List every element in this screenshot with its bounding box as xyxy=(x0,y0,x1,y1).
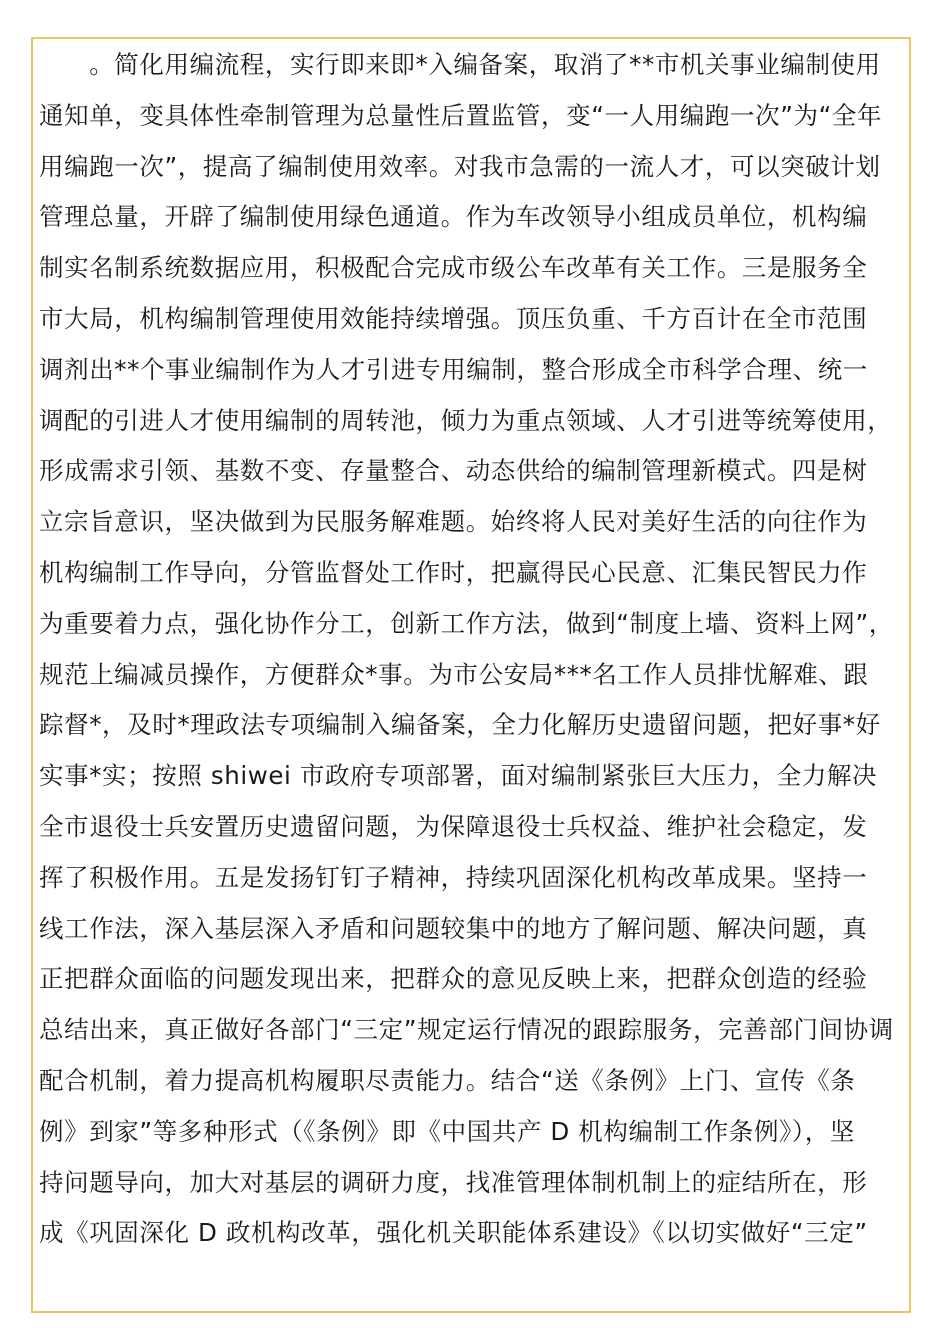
document-body xyxy=(39,40,909,1259)
text-line: 总结出来，真正做好各部门“三定”规定运行情况的跟踪服务，完善部门间协调 xyxy=(39,1015,894,1045)
text-line: 配合机制，着力提高机构履职尽责能力。结合“送《条例》上门、宣传《条 xyxy=(39,1065,856,1095)
text-line: 市大局，机构编制管理使用效能持续增强。顶压负重、千方百计在全市范围 xyxy=(39,303,868,333)
text-line: 调配的引进人才使用编制的周转池，倾力为重点领域、人才引进等统筹使用， xyxy=(39,405,893,435)
text-line: 形成需求引领、基数不变、存量整合、动态供给的编制管理新模式。四是树 xyxy=(39,456,868,486)
text-line: 成《巩固深化 D 政机构改革，强化机关职能体系建设》《以切实做好“三定” xyxy=(39,1218,868,1248)
text-line: 机构编制工作导向，分管监督处工作时，把赢得民心民意、汇集民智民力作 xyxy=(39,557,868,587)
text-line: 全市退役士兵安置历史遗留问题，为保障退役士兵权益、维护社会稳定，发 xyxy=(39,811,868,841)
text-line: 踪督*，及时*理政法专项编制入编备案，全力化解历史遗留问题，把好事*好 xyxy=(39,710,881,740)
text-line: 为重要着力点，强化协作分工，创新工作方法，做到“制度上墙、资料上网”， xyxy=(39,608,894,638)
text-line: 。简化用编流程，实行即来即*入编备案，取消了**市机关事业编制使用 xyxy=(39,50,881,79)
text-line: 立宗旨意识，坚决做到为民服务解难题。始终将人民对美好生活的向往作为 xyxy=(39,507,868,537)
text-line: 例》到家”等多种形式（《条例》即《中国共产 D 机构编制工作条例》），坚 xyxy=(39,1116,855,1146)
text-line: 制实名制系统数据应用，积极配合完成市级公车改革有关工作。三是服务全 xyxy=(39,253,868,283)
text-line: 通知单，变具体性牵制管理为总量性后置监管，变“一人用编跑一次”为“全年 xyxy=(39,100,883,130)
text-line: 持问题导向，加大对基层的调研力度，找准管理体制机制上的症结所在，形 xyxy=(39,1167,868,1197)
text-line: 线工作法，深入基层深入矛盾和问题较集中的地方了解问题、解决问题，真 xyxy=(39,913,868,943)
text-line: 用编跑一次”，提高了编制使用效率。对我市急需的一流人才，可以突破计划 xyxy=(39,151,881,181)
text-line: 实事*实；按照 shiwei 市政府专项部署，面对编制紧张巨大压力，全力解决 xyxy=(39,761,878,791)
text-line: 挥了积极作用。五是发扬钉钉子精神，持续巩固深化机构改革成果。坚持一 xyxy=(39,862,868,892)
text-line: 调剂出**个事业编制作为人才引进专用编制，整合形成全市科学合理、统一 xyxy=(39,354,868,384)
text-line: 规范上编减员操作，方便群众*事。为市公安局***名工作人员排忧解难、跟 xyxy=(39,659,869,689)
text-line: 管理总量，开辟了编制使用绿色通道。作为车改领导小组成员单位，机构编 xyxy=(39,202,868,232)
text-line: 正把群众面临的问题发现出来，把群众的意见反映上来，把群众创造的经验 xyxy=(39,964,868,994)
